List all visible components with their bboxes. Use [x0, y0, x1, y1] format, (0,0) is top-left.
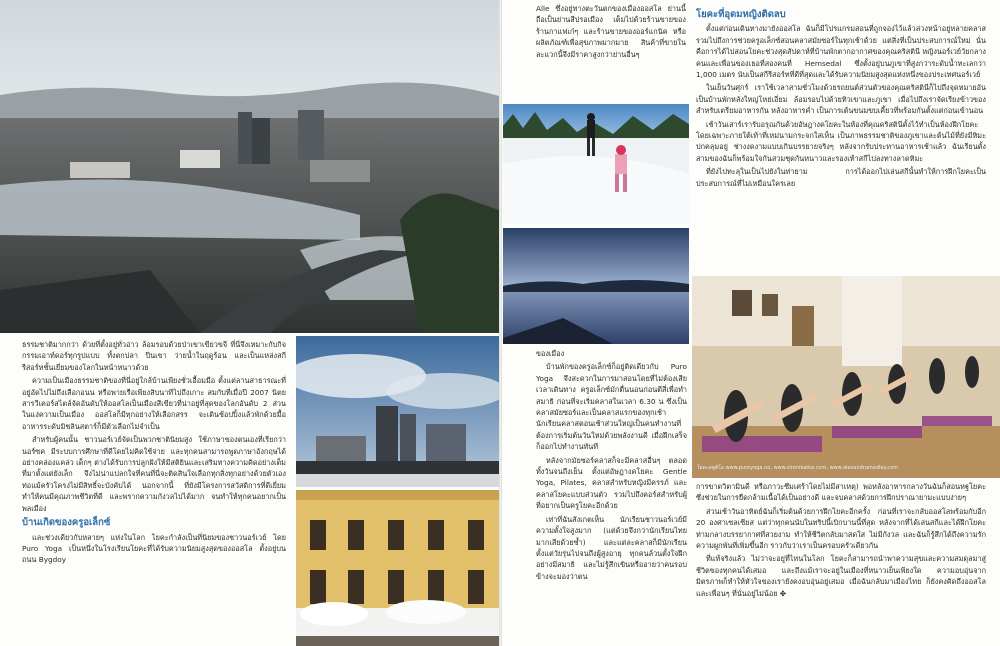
body-paragraph: และช่วงเดียวกับหลายๆ แห่งในโลก โยคะกำลังเป็นที่นิยมของชาวนอร์เวย์ โดย Puro Yoga เป็นหนึ่งในโรงเรียนโยคะที่ได้รับความนิยมสูงสุดของออสโล ตั้งอยู่บนถนน Bygdoy	[22, 532, 286, 565]
body-paragraph: สำหรับผู้คนนั้น ชาวนอร์เวย์จัดเป็นพวกชาตินิยมสูง ใช้ภาษาของตนเองที่เรียกว่านอร์ซค มีระบบการศึกษาที่ดีโดยไม่คิดใช้จ่าย และทุกคนสามารถพูดภาษาอังกฤษได้อย่างคล่องแคล่ว เด็กๆ ต่างได้รับการปลูกฝังให้มีสติยินและเสริมทางความคิดอย่างเต็มที่มาตั้งแต่ยังเล็ก จึงไม่น่าแปลกใจที่คนที่นี่จะติดสินใจเลือกทุกสิ่งทุกอย่างด้วยตัวเอง ท่อแม้ครัวโครงไม่มีสิทธิ์จะบังคับได้ นอกจากนี้ ที่ยังมีโครงการสวัสดิการที่ดีเยี่ยม ทำให้คนมีคุณภาพชีวิตที่ดี และพรากความกังวลไปได้มาก จนทำให้ทุกคนอยากเป็นพลเมือง	[22, 435, 286, 513]
fjord-sunset-photo	[503, 228, 689, 344]
left-body-column	[22, 339, 286, 639]
section-heading: บ้านเกิดของครูอเล็กซ์	[22, 517, 111, 529]
right-body-column-left	[536, 348, 687, 644]
body-paragraph: ของเมือง	[536, 349, 565, 358]
page-gutter	[499, 0, 502, 646]
body-paragraph: ตั้งแต่ก่อนเดินทางมายังออสโล ฉันก็มีโปรแกรมสอนที่ถูกจองไว้แล้วล่วงหน้าอยู่หลายคลาส รวมไปถึงการช่วยครูอเล็กซ์สอนคลาสมัยซอร์ในทุกเช้าด้วย แต่สิ่งที่เป็นประสบการณ์ใหม่ นั่นคือการได้ไปสอนโยคะช่วงสุดสัปดาห์ที่บ้านพักตากอากาศของคุณคริสตินี หญิงนอร์เวย์วัยกลางคนและเพื่อนของเธอที่สองคนที่ Hemsedal ซึ่งตั้งอยู่บนภูเขาที่สูงกว่าระดับน้ำทะเลกว่า 1,000 เมตร นับเป็นสกีรีสอร์ทที่ดีที่สุดและได้รับความนิยมสูงสุดแห่งหนึ่งของประเทศนอร์เวย์	[696, 24, 986, 80]
body-paragraph: ความเป็นเมืองธรรมชาติของที่นี่อยู่ใกล้บ้านเพียงชั่วเอื้อมมือ ตั้งแต่ลานสาธารณะที่อยู่อัดไปไม่ถึงเลือกอนน หรือพายเรือเพียงสิบนาทีไปถึงเกาะ สมกับที่เมื่อปี 2007 นิตยสารวีเคอร์สไตล์จัดอันดับให้ออสโลเป็นเมืองสีเขียวที่น่าอยู่ที่สุดของโลกอันดับ 2 ส่วนในแง่ความเป็นเมือง ออสโลก็มีทุกอย่างให้เลือกสรร จะเดินช้อปปิ้งแล้วพักด้วยมื้ออาหารระดับมิชลินสตาร์ก็มีตัวเลือกไม่จำเป็น	[22, 376, 286, 431]
body-paragraph: ธรรมชาติมากกว่า ด้วยที่ตั้งอยู่ทั่วอ่าว ล้อมรอบด้วยป่าเขาเขียวขจี ที่นี่จึงเหมาะกับกิจกรรมเอาท์ดอร์ทุกรูปแบบ ทั้งตกปลา ปีนเขา ว่ายน้ำในฤดูร้อน และเป็นแหล่งสกีรีสอร์ทชั้นเยี่ยมของโลกในหน้าหนาวด้วย	[22, 340, 286, 372]
body-paragraph: เท่าที่ฉันสังเกตเห็น นักเรียนชาวนอร์เวย์มีความตั้งใจสูงมาก (แต่ด้วยจึงกว่านักเรียนไทยมากเสียด้วยซ้ำ) และแต่ละคลาสก็มีนักเรียนตั้งแต่วัยรุ่นไปจนถึงผู้สูงอายุ ทุกคนล้วนตั้งใจฝึกอย่างมีสมาธิ และไม่รู้สึกเขินหรืออายว่าคนรอบข้างจะมองว่าตน	[536, 514, 687, 581]
section-heading: โยคะที่อุดมหญิงติดลบ	[696, 9, 786, 20]
right-body-column-top	[696, 6, 986, 274]
body-paragraph: Alle ซึ่งอยู่ทางตะวันตกของเมืองออสโล ย่านนี้ถือเป็นย่านสีปรอเมือง เต็มไปด้วยร้านขายของ ร้านกาแฟเก๋ๆ และร้านขายของออร์แกนิค หรือผลิตภัณฑ์เพื่อสุขภาพมากมาย สินค้าที่ขายในละแวกนี้จึงมีราคาสูงกว่าย่านอื่นๆ	[536, 4, 686, 59]
body-paragraph: บ้านพักของครูอเล็กซ์ก็อยู่ติดเดียวกับ Puro Yoga จึงสะดวกในการมาสอนโดยที่ไม่ต้องเสียเวลาเดินทาง ครูอเล็กซ์มักตื่นนอนก่อนตีสี่เพื่อทำสมาธิ ก่อนที่จะเริ่มคลาสในเวลา 6.30 น ซึ่งเป็นคลาสมัยซอร์และเป็นคลาสแรกของทุกเช้า นักเรียนคลาสตอนเช้าส่วนใหญ่เป็นคนทำงานที่ต้องการเริ่มต้นวันใหม่ด้วยพลังงานดี เมื่อฝึกเสร็จก็ออกไปทำงานทันที	[536, 362, 687, 452]
body-paragraph: หลังจากมัยซอร์คลาสก็จะมีคลาสอื่นๆ ตลอดทั้งวันจนถึงเย็น ตั้งแต่อัษฎางคโยคะ Gentle Yoga, Pilates, คลาสสำหรับหญิงมีครรภ์ และคลาสโยคะแบบส่วนตัว รวมไปถึงคอร์สสำหรับผู้ที่อยากเป็นครูโยคะอีกด้วย	[536, 455, 687, 511]
child-skiing-photo	[503, 104, 689, 224]
right-intro-column	[536, 3, 686, 101]
body-paragraph: ที่ยังไปทะลุในเป็นไปยังในท่ายาม การได้ออกไปเล่นสกีนั้นทำให้การฝึกโยคะเป็นประสบการณ์ที่ไม่เหมือนใครเลย	[696, 167, 986, 188]
body-paragraph: การขาดวิตามินดี หรือภาวะซึมเศร้าโดยไม่มีสาเหตุ) พอหลังอาหารกลางวันฉันก็สอนหฐโยคะซึ่งช่วยในการยืดกล้ามเนื้อได้เป็นอย่างดี และจบคลาสด้วยการฝึกปราณายามะแบบง่ายๆ	[696, 482, 986, 503]
oslo-cityscape-photo	[0, 0, 499, 333]
body-paragraph: ในเย็นวันศุกร์ เราใช้เวลาสามชั่วโมงด้วยรถยนต์ส่วนตัวของคุณคริสตินีก็ไปถึงจุดหมายอันเป็นบ้านพักหลังใหญ่โหย่เอี่ยม ล้อมรอบไปด้วยทิวเขาและภูเขา เมื่อไปถึงเราจัดเรียงข้าวของสำหรับเตรียมอาหารกัน หลังอาหารค่ำ เป็นการเต้นขนมขบเคี้ยวที่พร้อมกันตั้งแต่ก่อนเข้านอน	[696, 83, 986, 116]
body-paragraph: ส่วนเช้าวันอาทิตย์ฉันก็เริ่มต้นด้วยการฝึกโยคะอีกครั้ง ก่อนที่เราจะกลับออสโลพร้อมกับอีก 20 องศาเซลเซียส แต่ว่าทุกคนนับในทริปนี้เบิกบานนี้ที่สุด หลังจากที่ได้เล่นสกีและได้ฝึกโยคะท่ามกลางบรรยากาศที่สวยงาม ทำให้ชีวิตกลับมาสดใส ไม่มีกังวล และฉันก็รู้สึกได้ถึงความรักความผูกพันที่เพิ่มขึ้นอีก ราวกับว่าเราเป็นครอบครัวเดียวกัน	[696, 506, 986, 551]
body-paragraph: ที่แท้จริงแล้ว ไม่ว่าจะอยู่ที่ไหนในโลก โยคะก็สามารถนำพาความสุขและความสมดุลมาสู่ชีวิตของทุกคนได้เสมอ และถึงแม้เราจะอยู่ในเมืองที่หนาวเย็นเพียงใด ความอบอุ่นจากมิตรภาพก็ทำให้หัวใจของเรายังคงอบอุ่นอยู่เสมอ เมื่อฉันกลับมาเมืองไทย ก็ยังคงคิดถึงออสโลและเพื่อนๆ ที่นั่นอยู่ไม่น้อย ✤	[696, 554, 986, 598]
right-body-column-bottom	[696, 481, 986, 643]
photo-credit-caption: โยคะสตูดิโอ www.puroyoga.no, www.sirenikatka.com, www.alexandramedley.com	[697, 465, 899, 471]
yellow-building-snow-photo	[296, 490, 499, 646]
yoga-class-photo	[692, 276, 1000, 478]
body-paragraph: เช้าวันเสาร์เรารับอรุณกันด้วยอัษฎางคโยคะในห้องที่คุณคริสตินีตั้งไว้ทำเป็นห้องฝึกโยคะโดยเฉพาะภายใต้เท้าที่เหม่นามกระจกใสเห็น เป็นภาพธรรมชาติของภูเขาและต้นไม้ที่ยังมีหิมะปกคลุมอยู่ ช่างงดงามแบบเกินบรรยายจริงๆ หลังจากรับประทานอาหารเช้าแล้ว ฉันเรียนตั้งสามของฉันก็พร้อมใจกันสวมชุดกันหนาวและรองเท้าสกีไปลงทางลาดหิมะ	[696, 119, 986, 163]
evening-city-photo	[296, 336, 499, 487]
